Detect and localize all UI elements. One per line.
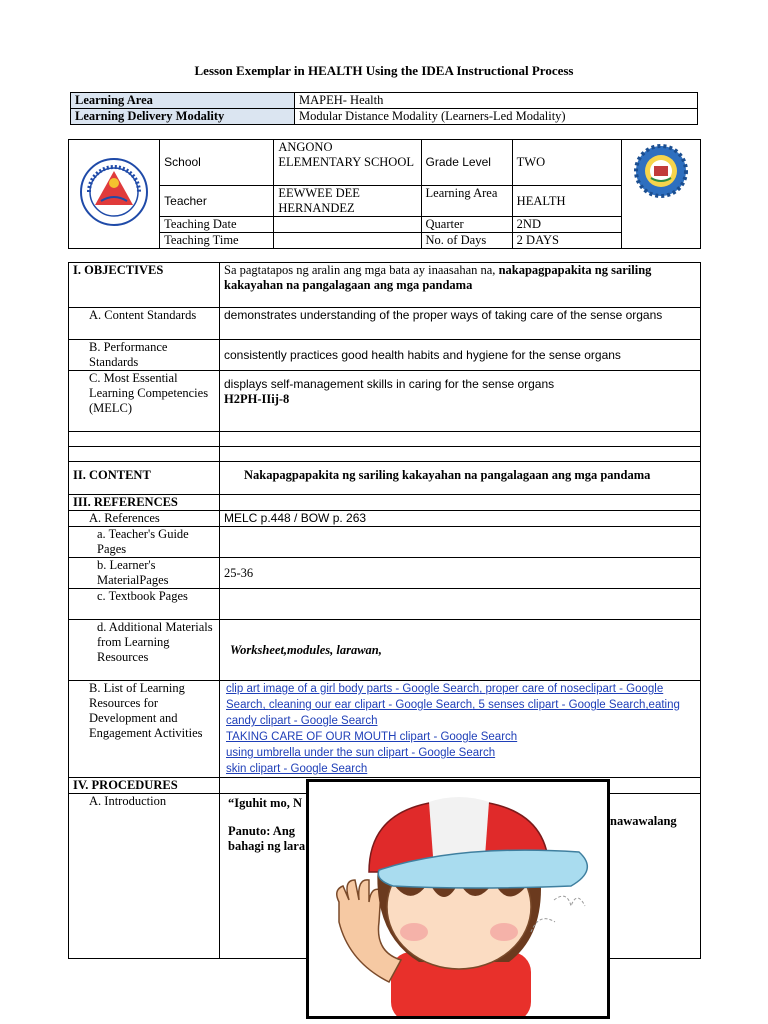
document-title: Lesson Exemplar in HEALTH Using the IDEA Instructional Process [194, 63, 574, 78]
teachers-guide-label: a. Teacher's Guide Pages [69, 527, 220, 558]
learning-area-label-2: Learning Area [421, 186, 512, 217]
school-logo-cell [621, 140, 700, 249]
empty-row-right [220, 432, 701, 447]
performance-standards-value: consistently practices good health habits and hygiene for the sense organs [220, 340, 701, 371]
link-skin[interactable]: skin clipart - Google Search [226, 763, 368, 775]
school-value: ANGONO ELEMENTARY SCHOOL [274, 140, 421, 186]
info-table [68, 139, 701, 249]
introduction-label: A. Introduction [69, 794, 220, 959]
deped-logo-cell [69, 140, 160, 249]
deped-seal-icon [79, 157, 149, 227]
boy-cap-clipart [306, 779, 610, 1019]
link-5-senses[interactable]: 5 senses clipart - Google Search [478, 699, 646, 711]
header-table [70, 92, 698, 125]
list-resources-label: B. List of Learning Resources for Development and Engagement Activities [69, 681, 220, 778]
grade-level-label: Grade Level [421, 140, 512, 186]
melc-label: C. Most Essential Learning Competencies (MELC) [69, 371, 220, 432]
teaching-time-value [274, 233, 421, 249]
introduction-panuto: Panuto: Ang [228, 824, 296, 838]
introduction-right-text: nawawalang [610, 814, 677, 828]
objectives-intro-plain: Sa pagtatapos ng aralin ang mga bata ay inaasahan na, [224, 263, 499, 277]
objectives-intro [220, 263, 701, 308]
references-heading: III. REFERENCES [69, 495, 220, 511]
teachers-guide-value [220, 527, 701, 558]
quarter-label: Quarter [421, 217, 512, 233]
teaching-date-label: Teaching Date [160, 217, 274, 233]
link-eating-candy[interactable]: eating candy clipart - Google Search [226, 699, 680, 727]
melc-value: displays self-management skills in caring for the sense organs [224, 377, 555, 391]
additional-materials-label: d. Additional Materials from Learning Resources [69, 620, 220, 681]
link-umbrella-sun[interactable]: using umbrella under the sun clipart - Google Search [226, 747, 496, 759]
content-heading: II. CONTENT [69, 462, 220, 495]
learning-area-value-2: HEALTH [512, 186, 621, 217]
objectives-intro-bold: nakapagpapakita ng sariling kakayahan na pangalagaan ang mga pandama [224, 263, 652, 292]
quarter-value: 2ND [512, 217, 621, 233]
link-girl-body-parts[interactable]: clip art image of a girl body parts - Google Search [226, 683, 480, 695]
content-value: Nakapagpapakita ng sariling kakayahan na pangalagaan ang mga pandama [220, 462, 701, 495]
introduction-quote: “Iguhit mo, N [228, 796, 302, 810]
objectives-heading: I. OBJECTIVES [69, 263, 220, 308]
learning-area-label: Learning Area [71, 93, 295, 109]
empty-row-right [220, 447, 701, 462]
empty-row-left [69, 432, 220, 447]
list-resources-links: clip art image of a girl body parts - Google Search, proper care of noseclipart - Google Search, cleaning our ear clipart - Google Search, 5 senses clipart - Google Search,eating candy clipart - Google Search TAKING CARE OF OUR MOUTH clipart - Google Search using umbrella under the sun clipart - Google Search skin clipart - Google Search [220, 681, 701, 778]
modality-value: Modular Distance Modality (Learners-Led Modality) [295, 109, 698, 125]
grade-level-value: TWO [512, 140, 621, 186]
introduction-bahagi: bahagi ng lara [228, 839, 306, 853]
melc-code: H2PH-IIij-8 [224, 392, 290, 406]
link-nose-care[interactable]: proper care of noseclipart - Google Search [226, 683, 664, 711]
teacher-value: EEWWEE DEE HERNANDEZ [274, 186, 421, 217]
learning-area-value: MAPEH- Health [295, 93, 698, 109]
content-standards-label: A. Content Standards [69, 308, 220, 340]
learners-material-label: b. Learner's MaterialPages [69, 558, 220, 589]
content-standards-value: demonstrates understanding of the proper ways of taking care of the sense organs [220, 308, 701, 340]
teacher-label: Teacher [160, 186, 274, 217]
references-heading-right [220, 495, 701, 511]
boy-cap-illustration [309, 782, 607, 1016]
performance-standards-label: B. Performance Standards [69, 340, 220, 371]
modality-label: Learning Delivery Modality [71, 109, 295, 125]
empty-row-left [69, 447, 220, 462]
link-mouth-care[interactable]: TAKING CARE OF OUR MOUTH clipart - Google Search [226, 731, 518, 743]
days-value: 2 DAYS [512, 233, 621, 249]
references-a-label: A. References [69, 511, 220, 527]
melc-cell [220, 371, 701, 432]
references-a-value: MELC p.448 / BOW p. 263 [220, 511, 701, 527]
link-ear-cleaning[interactable]: cleaning our ear clipart - Google Search [268, 699, 473, 711]
teaching-date-value [274, 217, 421, 233]
textbook-label: c. Textbook Pages [69, 589, 220, 620]
teaching-time-label: Teaching Time [160, 233, 274, 249]
procedures-heading: IV. PROCEDURES [69, 778, 220, 794]
school-label: School [160, 140, 274, 186]
days-label: No. of Days [421, 233, 512, 249]
school-seal-icon [629, 144, 693, 198]
additional-materials-value: Worksheet,modules, larawan, [220, 620, 701, 681]
learners-material-value: 25-36 [220, 558, 701, 589]
textbook-value [220, 589, 701, 620]
